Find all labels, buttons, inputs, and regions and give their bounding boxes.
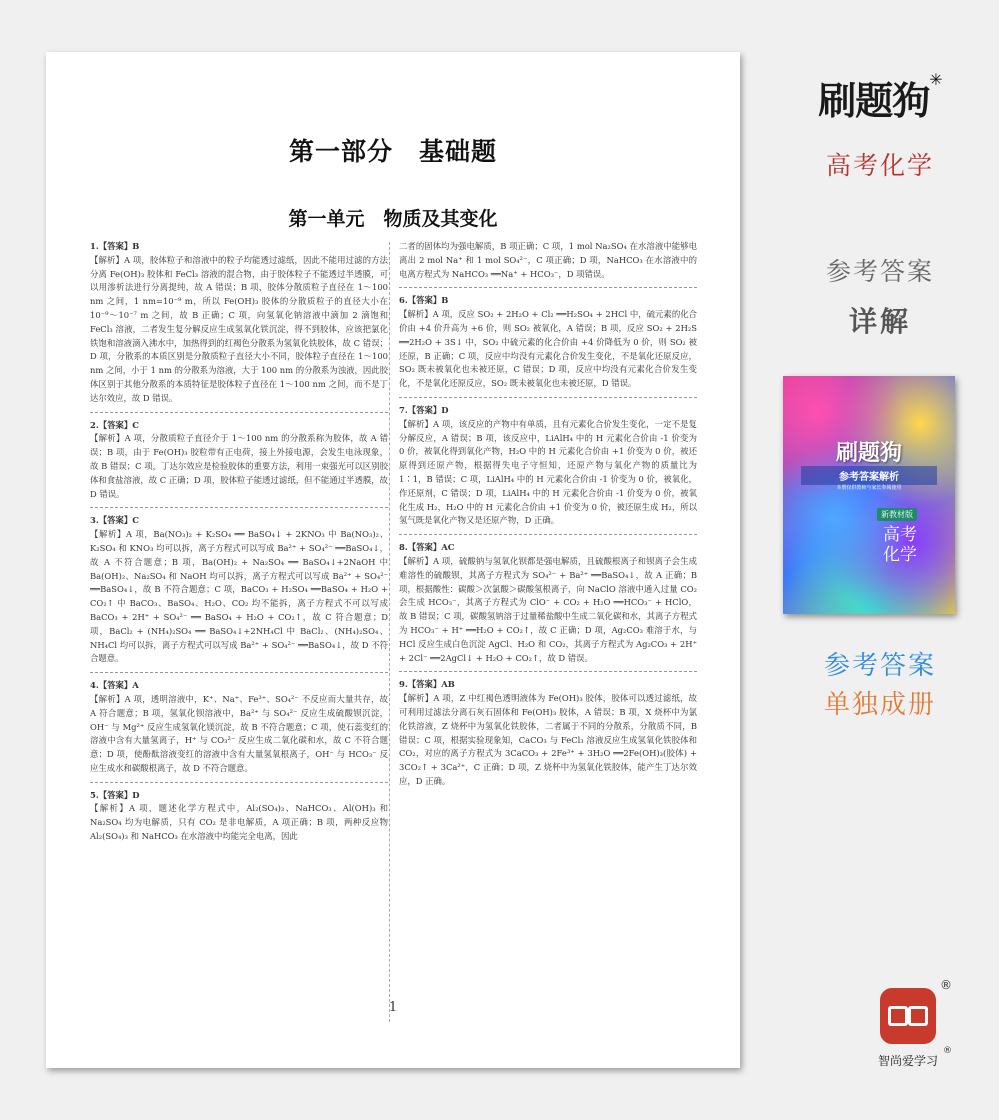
analysis-text: 二者的固体均为强电解质，B 项正确；C 项，1 mol Na₂SO₄ 在水溶液中能够电离出 2 mol Na⁺ 和 1 mol SO₄²⁻，C 项正确；D 项，NaHCO₃ 在水溶液中的电离方程式为 NaHCO₃ ══Na⁺ + HCO₃⁻，D 项错误。 — [399, 241, 697, 279]
subject-title: 高考化学 — [825, 151, 934, 180]
question-block — [399, 541, 697, 665]
brand-glasses-icon — [880, 988, 936, 1044]
reference-title: 参考答案 — [825, 257, 934, 286]
cover-logo: 刷题狗 — [835, 440, 902, 466]
separate-volume-label: 单独成册 — [823, 690, 936, 720]
glasses-lens — [908, 1006, 928, 1026]
dashed-divider — [399, 671, 697, 672]
spark-icon: ✳ — [929, 70, 942, 89]
question-block — [90, 679, 388, 776]
registered-mark-small: ® — [943, 1046, 952, 1056]
analysis-text: 【解析】A 项，硫酸钠与氢氧化钡都是强电解质，且硫酸根离子和钡离子会生成难溶性的硫酸钡，其离子方程式为 SO₄²⁻ + Ba²⁺ ══BaSO₄↓，故 A 正确；B 项，根据酸性：碳酸＞次氯酸＞碳酸氢根离子，向 NaClO 溶液中通入过量 CO₂ 会生成 HCO₃⁻，其离子方程式为 ClO⁻ + CO₂ + H₂O ══HCO₃⁻ + HClO，故 B 错误；C 项，碳酸氢钠溶于过量稀盐酸中生成二氧化碳和水，其离子方程式为 HCO₃⁻ + H⁺ ══H₂O + CO₂↑，故 C 正确；D 项，Ag₂CO₃ 难溶于水，与 HCl 反应生成白色沉淀 AgCl、H₂O 和 CO₂，其离子方程式为 Ag₂CO₃ + 2H⁺ + 2Cl⁻ ══2AgCl↓ + H₂O + CO₂↑，故 D 错误。 — [399, 555, 697, 663]
dashed-divider — [90, 507, 388, 508]
question-block — [399, 678, 697, 788]
analysis-text: 【解析】A 项，反应 SO₂ + 2H₂O + Cl₂ ══H₂SO₄ + 2HCl 中，硫元素的化合价由 +4 价升高为 +6 价，则 SO₂ 被氧化，A 错误；B 项，反应 SO₂ + 2H₂S ══2H₂O + 3S↓ 中，SO₂ 中硫元素的化合价由 +4 价降低为 0 价，则 SO₂ 被还原，B 正确；C 项，反应中均没有元素化合价发生变化，不是氧化还原反应，SO₂ 既未被氧化也未被还原，C 错误；D 项，反应中均没有元素化合价发生变化，不是氧化还原反应，SO₂ 既未被氧化也未被还原，D 错误。 — [399, 309, 697, 389]
question-block — [90, 514, 388, 666]
question-block — [90, 789, 388, 844]
column-divider — [389, 242, 390, 1022]
cover-subtitle: 本册仅供教师与家长参阅使用 — [836, 485, 902, 491]
analysis-text: 【解析】A 项，该反应的产物中有单质，且有元素化合价发生变化，一定不是复分解反应，A 错误；B 项，该反应中，LiAlH₄ 中的 H 元素化合价由 -1 价变为 0 价，被氧化得到氧化产物，H₂O 中的 H 元素化合价由 +1 价变为 0 价，被还原得到还原产物，根据得失电子守恒知，还原产物与氧化产物的质量比为 1∶1，B 错误；C 项，LiAlH₄ 中的 H 元素化合价由 -1 价变为 0 价，被氧化，作还原剂，C 错误；D 项，LiAlH₄ 中的 H 元素化合价由 -1 价变为 0 价，被氧化生成 H₂，H₂O 中的 H 元素化合价由 +1 价变为 0 价，被还原生成 H₂，所以氢气既是氧化产物又是还原产物，D 正确。 — [399, 418, 697, 526]
dashed-divider — [399, 534, 697, 535]
analysis-text: 【解析】A 项，分散质粒子直径介于 1～100 nm 的分散系称为胶体，故 A 错误；B 项，由于 Fe(OH)₃ 胶粒带有正电荷，接上外接电源，会发生电泳现象，故 B 错误；C 项，丁达尔效应是检验胶体的重要方法，利用一束强光可以区别胶体和食盐溶液，故 C 正确；D 项，胶体粒子能透过滤纸，但不能通过半透膜，故 D 错误。 — [90, 433, 388, 499]
left-column — [90, 240, 388, 850]
detail-title: 详解 — [848, 305, 911, 338]
unit-title: 第一单元 物质及其变化 — [288, 208, 498, 230]
answer-label: 3.【答案】C — [90, 515, 139, 526]
dashed-divider — [399, 397, 697, 398]
dashed-divider — [90, 672, 388, 673]
answer-label: 5.【答案】D — [90, 789, 140, 800]
answer-label: 7.【答案】D — [399, 404, 449, 415]
question-block — [399, 240, 697, 281]
question-block — [90, 419, 388, 502]
cover-title: 参考答案解析 — [801, 466, 937, 485]
brand-logo-text: 刷题狗 — [818, 79, 930, 123]
analysis-text: 【解析】A 项，Z 中红褐色透明液体为 Fe(OH)₃ 胶体，胶体可以透过滤纸，故可利用过滤法分离石灰石固体和 Fe(OH)₃ 胶体，A 错误；B 项，X 烧杯中为氯化铁溶液，Z 烧杯中为氢氧化铁胶体，二者属于不同的分散系，分散质不同，B 错误；C 项，根据实验现象知，CaCO₃ 与 FeCl₃ 溶液反应生成氢氧化铁胶体和 CO₂，对应的离子方程式为 3CaCO₃ + 2Fe³⁺ + 3H₂O ══2Fe(OH)₃(胶体) + 3CO₂↑ + 3Ca²⁺，C 正确；D 项，Z 烧杯中为氢氧化铁胶体，能产生丁达尔效应，D 正确。 — [399, 693, 697, 786]
answer-label: 6.【答案】B — [399, 295, 449, 306]
answer-label: 8.【答案】AC — [399, 542, 455, 553]
cover-subject-line1: 高考 — [883, 525, 917, 545]
book-cover-image — [783, 376, 955, 614]
cover-subject-line2: 化学 — [883, 545, 917, 565]
reference-label: 参考答案 — [823, 651, 936, 681]
right-column — [399, 240, 697, 795]
dashed-divider — [90, 412, 388, 413]
question-block — [90, 240, 388, 406]
question-block — [399, 294, 697, 391]
answer-label: 4.【答案】A — [90, 680, 139, 691]
analysis-text: 【解析】A 项，题述化学方程式中，Al₂(SO₄)₃、NaHCO₃、Al(OH)₃ 和 Na₂SO₄ 均为电解质，只有 CO₂ 是非电解质，A 项正确；B 项，两种反应物 Al₂(SO₄)₃ 和 NaHCO₃ 在水溶液中均能完全电离，因此 — [90, 803, 388, 842]
analysis-text: 【解析】A 项，Ba(NO₃)₂ + K₂SO₄ ══ BaSO₄↓ + 2KNO₃ 中 Ba(NO₃)₂、K₂SO₄ 和 KNO₃ 均可以拆，离子方程式可以写成 Ba²⁺ + SO₄²⁻ ══BaSO₄↓，故 A 不符合题意；B 项，Ba(OH)₂ + Na₂SO₄ ══ BaSO₄↓+2NaOH 中 Ba(OH)₂、Na₂SO₄ 和 NaOH 均可以拆，离子方程式可以写成 Ba²⁺ + SO₄²⁻ ══BaSO₄↓，故 B 不符合题意；C 项，BaCO₃ + H₂SO₄ ══BaSO₄ + H₂O + CO₂↑ 中 BaCO₃、BaSO₄、H₂O、CO₂ 均不能拆，离子方程式不可以写成 BaCO₃ + 2H⁺ + SO₄²⁻ ══ BaSO₄ + H₂O + CO₂↑，故 C 符合题意；D 项，BaCl₂ + (NH₄)₂SO₄ ══ BaSO₄↓+2NH₄Cl 中 BaCl₂、(NH₄)₂SO₄、NH₄Cl 均可以拆，离子方程式可以写成 Ba²⁺ + SO₄²⁻ ══BaSO₄↓，故 D 不符合题意。 — [90, 529, 388, 664]
registered-mark: ® — [940, 978, 952, 992]
dashed-divider — [399, 287, 697, 288]
glasses-icon — [888, 1006, 928, 1026]
answer-label: 2.【答案】C — [90, 419, 139, 430]
analysis-text: 【解析】A 项，透明溶液中，K⁺、Na⁺、Fe³⁺、SO₄²⁻ 不反应而大量共存，故 A 符合题意；B 项，氢氧化钡溶液中，Ba²⁺ 与 SO₄²⁻ 反应生成硫酸钡沉淀，OH⁻ 与 Mg²⁺ 反应生成氢氧化镁沉淀，故 B 不符合题意；C 项，使石蕊变红的溶液中含有大量氢离子，H⁺ 与 CO₃²⁻ 反应生成二氧化碳和水，故 C 不符合题意；D 项，使酚酞溶液变红的溶液中含有大量氢氧根离子，OH⁻ 与 HCO₃⁻ 反应生成水和碳酸根离子，故 D 不符合题意。 — [90, 693, 388, 773]
brand-logo — [780, 70, 980, 125]
brand-name: 智尚爱学习 — [877, 1054, 938, 1068]
glasses-lens — [888, 1006, 908, 1026]
dashed-divider — [90, 782, 388, 783]
answer-page — [46, 52, 740, 1068]
analysis-text: 【解析】A 项，胶体粒子和溶液中的粒子均能透过滤纸，因此不能用过滤的方法分离 Fe(OH)₃ 胶体和 FeCl₃ 溶液的混合物，由于胶体粒子不能透过半透膜，可以用渗析法进行分离提纯，故 A 错误；B 项，胶体分散质粒子直径在 1～100 nm 之间，1 nm=10⁻⁹ m，所以 Fe(OH)₃ 胶体的分散质粒子的直径大小在 10⁻⁹～10⁻⁷ m 之间，故 B 正确；C 项，向氢氧化钠溶液中滴加 2 滴饱和 FeCl₃ 溶液，二者发生复分解反应生成氢氧化铁沉淀，得不到胶体，应该把氯化铁饱和溶液滴入沸水中，加热得到的红褐色分散系为氢氧化铁胶体，故 C 错误；D 项，分散系的本质区别是分散质粒子直径大小不同，胶体粒子直径在 1～100 nm 之间，小于 1 nm 的分散系为溶液，大于 100 nm 的分散系为浊液，因此胶体区别于其他分散系的本质特征是胶体粒子直径在 1～100 nm 之间，而不是丁达尔效应，故 D 错误。 — [90, 254, 388, 403]
question-block — [399, 404, 697, 528]
cover-badge: 新教材版 — [877, 508, 917, 521]
page-number: 1 — [388, 1000, 398, 1015]
answer-label: 9.【答案】AB — [399, 679, 455, 690]
answer-label: 1.【答案】B — [90, 241, 140, 251]
part-title: 第一部分 基础题 — [288, 137, 497, 166]
